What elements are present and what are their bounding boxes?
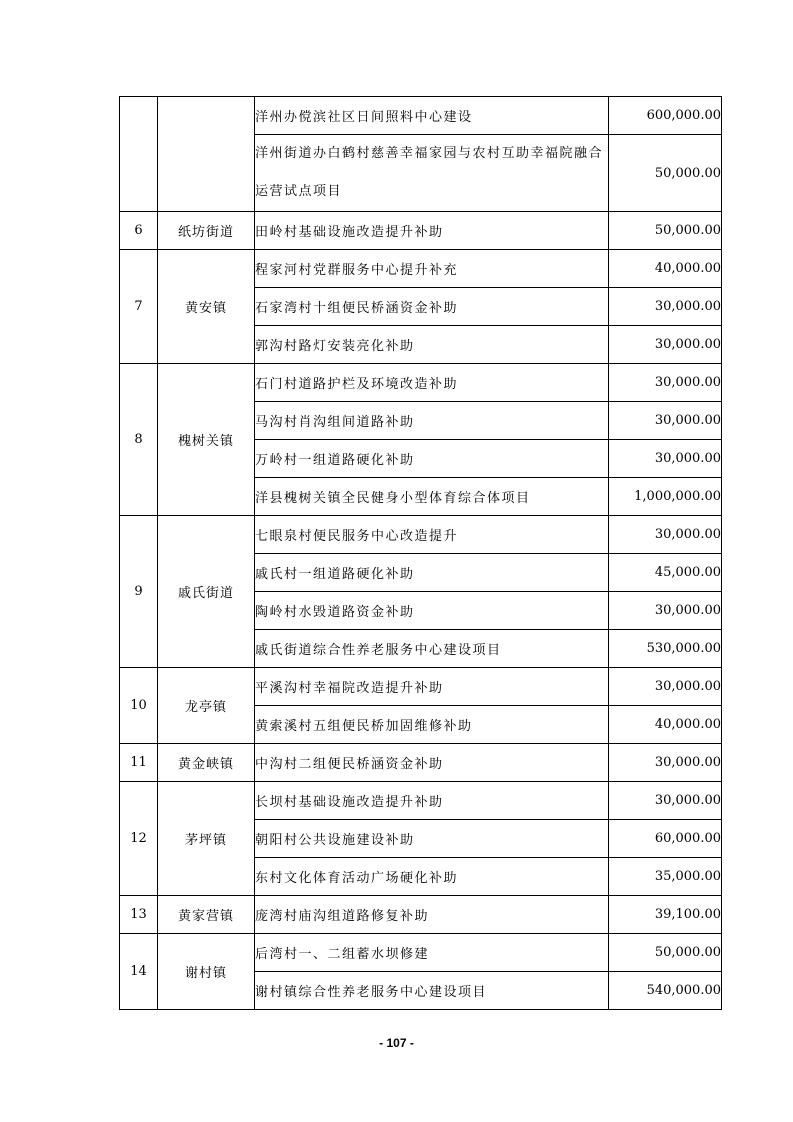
amount: 600,000.00 (609, 97, 722, 135)
amount: 30,000.00 (609, 744, 722, 782)
town-name: 龙亭镇 (158, 668, 255, 744)
project-name: 戚氏街道综合性养老服务中心建设项目 (255, 630, 609, 668)
page-number: - 107 - (379, 1036, 414, 1050)
table-row (120, 896, 722, 934)
row-number: 9 (120, 516, 158, 668)
project-name: 石家湾村十组便民桥涵资金补助 (255, 288, 609, 326)
project-name: 朝阳村公共设施建设补助 (255, 820, 609, 858)
funds-table (119, 96, 722, 1010)
project-name: 洋县槐树关镇全民健身小型体育综合体项目 (255, 478, 609, 516)
amount: 30,000.00 (609, 402, 722, 440)
town-name (158, 97, 255, 212)
amount: 35,000.00 (609, 858, 722, 896)
amount: 30,000.00 (609, 326, 722, 364)
project-name: 马沟村肖沟组间道路补助 (255, 402, 609, 440)
project-name: 中沟村二组便民桥涵资金补助 (255, 744, 609, 782)
town-name: 槐树关镇 (158, 364, 255, 516)
amount: 40,000.00 (609, 250, 722, 288)
town-name: 黄金峡镇 (158, 744, 255, 782)
amount: 30,000.00 (609, 592, 722, 630)
project-name: 谢村镇综合性养老服务中心建设项目 (255, 972, 609, 1010)
project-name: 戚氏村一组道路硬化补助 (255, 554, 609, 592)
amount: 30,000.00 (609, 288, 722, 326)
town-name: 黄安镇 (158, 250, 255, 364)
project-name: 七眼泉村便民服务中心改造提升 (255, 516, 609, 554)
table-row (120, 782, 722, 820)
amount: 540,000.00 (609, 972, 722, 1010)
town-name: 黄家营镇 (158, 896, 255, 934)
town-name: 茅坪镇 (158, 782, 255, 896)
amount: 39,100.00 (609, 896, 722, 934)
row-number: 7 (120, 250, 158, 364)
town-name: 谢村镇 (158, 934, 255, 1010)
row-number (120, 97, 158, 212)
amount: 30,000.00 (609, 440, 722, 478)
project-name: 黄索溪村五组便民桥加固维修补助 (255, 706, 609, 744)
amount: 30,000.00 (609, 364, 722, 402)
row-number: 6 (120, 212, 158, 250)
table-row (120, 97, 722, 135)
table-row (120, 934, 722, 972)
row-number: 12 (120, 782, 158, 896)
amount: 40,000.00 (609, 706, 722, 744)
project-name: 后湾村一、二组蓄水坝修建 (255, 934, 609, 972)
project-name: 程家河村党群服务中心提升补充 (255, 250, 609, 288)
town-name: 纸坊街道 (158, 212, 255, 250)
funds-table-body (120, 97, 722, 1010)
project-name: 平溪沟村幸福院改造提升补助 (255, 668, 609, 706)
table-row (120, 364, 722, 402)
table-row (120, 744, 722, 782)
project-name: 东村文化体育活动广场硬化补助 (255, 858, 609, 896)
row-number: 11 (120, 744, 158, 782)
amount: 530,000.00 (609, 630, 722, 668)
amount: 50,000.00 (609, 135, 722, 212)
amount: 30,000.00 (609, 782, 722, 820)
amount: 1,000,000.00 (609, 478, 722, 516)
project-name: 庞湾村庙沟组道路修复补助 (255, 896, 609, 934)
table-row (120, 668, 722, 706)
project-name: 石门村道路护栏及环境改造补助 (255, 364, 609, 402)
amount: 50,000.00 (609, 212, 722, 250)
project-name: 田岭村基础设施改造提升补助 (255, 212, 609, 250)
table-row (120, 250, 722, 288)
town-name: 戚氏街道 (158, 516, 255, 668)
amount: 60,000.00 (609, 820, 722, 858)
row-number: 14 (120, 934, 158, 1010)
amount: 45,000.00 (609, 554, 722, 592)
project-name: 长坝村基础设施改造提升补助 (255, 782, 609, 820)
row-number: 13 (120, 896, 158, 934)
project-name: 万岭村一组道路硬化补助 (255, 440, 609, 478)
table-row (120, 516, 722, 554)
project-name: 洋州街道办白鹤村慈善幸福家园与农村互助幸福院融合运营试点项目 (255, 135, 609, 212)
row-number: 10 (120, 668, 158, 744)
amount: 30,000.00 (609, 668, 722, 706)
amount: 50,000.00 (609, 934, 722, 972)
table-row (120, 212, 722, 250)
project-name: 陶岭村水毁道路资金补助 (255, 592, 609, 630)
project-name: 郭沟村路灯安装亮化补助 (255, 326, 609, 364)
row-number: 8 (120, 364, 158, 516)
amount: 30,000.00 (609, 516, 722, 554)
project-name: 洋州办傥滨社区日间照料中心建设 (255, 97, 609, 135)
